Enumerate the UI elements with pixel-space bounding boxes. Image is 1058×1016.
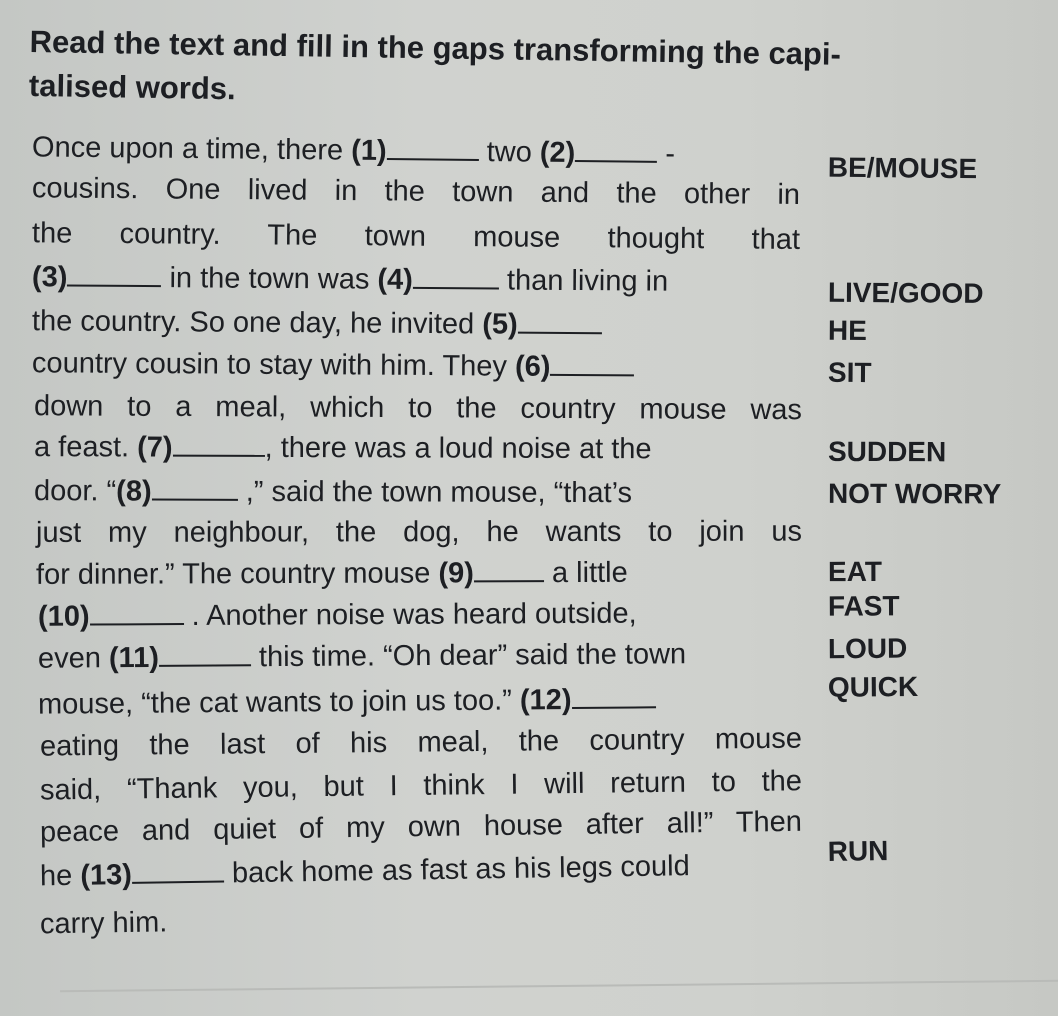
story-line-17: peace and quiet of my own house after all!” Then bbox=[39, 805, 803, 849]
instruction-line-2: talised words. bbox=[28, 67, 236, 107]
gap-number-7: (7) bbox=[137, 431, 173, 464]
story-line-19: carry him. bbox=[39, 906, 168, 941]
gap-11[interactable] bbox=[159, 638, 251, 667]
keyword-live-good: LIVE/GOOD bbox=[827, 276, 984, 309]
gap-8[interactable] bbox=[152, 473, 238, 501]
gap-7[interactable] bbox=[173, 429, 265, 457]
story-line-15: eating the last of his meal, the country mouse bbox=[39, 722, 803, 763]
gap-12[interactable] bbox=[571, 680, 655, 709]
story-line-6: country cousin to stay with him. They (6) SIT bbox=[0, 342, 1058, 391]
gap-number-6: (6) bbox=[514, 350, 551, 383]
gap-4[interactable] bbox=[413, 261, 499, 290]
story-line-14: mouse, “the cat wants to join us too.” (12) QUICK bbox=[0, 675, 1058, 726]
gap-9[interactable] bbox=[474, 554, 544, 582]
story-line-5: the country. So one day, he invited (5) HE bbox=[0, 300, 1058, 349]
story-line-13: even (11) this time. “Oh dear” said the town LOUD bbox=[0, 631, 1058, 680]
gap-number-5: (5) bbox=[482, 308, 518, 341]
keyword-fast: FAST bbox=[827, 590, 900, 622]
story-line-10: just my neighbour, the dog, he wants to join us bbox=[35, 515, 803, 549]
keyword-he: HE bbox=[827, 314, 867, 347]
keyword-not-worry: NOT WORRY bbox=[827, 477, 1002, 510]
keyword-run: RUN bbox=[827, 835, 889, 867]
story-line-9: door. “(8) ,” said the town mouse, “that’s NOT WORRY bbox=[0, 470, 1058, 516]
gap-number-1: (1) bbox=[351, 134, 387, 168]
keyword-sudden: SUDDEN bbox=[827, 435, 947, 468]
story-line-2: cousins. One lived in the town and the other in bbox=[31, 172, 801, 211]
gap-6[interactable] bbox=[550, 348, 634, 377]
gap-number-3: (3) bbox=[31, 261, 68, 294]
gap-10[interactable] bbox=[89, 597, 183, 625]
gap-number-10: (10) bbox=[37, 600, 90, 633]
story-line-4: (3) in the town was (4) than living in LIVE/GOOD bbox=[0, 256, 1058, 305]
gap-13[interactable] bbox=[132, 854, 224, 883]
keyword-loud: LOUD bbox=[827, 632, 908, 665]
story-line-11: for dinner.” The country mouse (9) a little EAT bbox=[0, 550, 1058, 596]
page-divider bbox=[60, 980, 1058, 992]
keyword-sit: SIT bbox=[827, 356, 872, 389]
gap-2[interactable] bbox=[575, 134, 657, 163]
gap-number-13: (13) bbox=[80, 858, 133, 892]
keyword-quick: QUICK bbox=[827, 670, 919, 703]
story-line-16: said, “Thank you, but I think I will return to the bbox=[39, 765, 803, 807]
gap-1[interactable] bbox=[387, 132, 479, 161]
gap-3[interactable] bbox=[67, 258, 161, 287]
gap-number-4: (4) bbox=[377, 263, 414, 296]
keyword-be-mouse: BE/MOUSE bbox=[827, 151, 978, 185]
gap-number-8: (8) bbox=[116, 475, 152, 508]
story-line-12: (10) . Another noise was heard outside, FAST bbox=[0, 590, 1058, 638]
keyword-eat: EAT bbox=[827, 555, 882, 588]
gap-5[interactable] bbox=[518, 306, 602, 335]
story-line-18: he (13) back home as fast as his legs could RUN bbox=[0, 839, 1058, 898]
gap-number-9: (9) bbox=[438, 557, 474, 590]
instruction-line-1: Read the text and fill in the gaps transforming the capi- bbox=[29, 23, 842, 72]
story-line-8: a feast. (7) , there was a loud noise at the SUDDEN bbox=[0, 426, 1058, 472]
story-line-7: down to a meal, which to the country mouse was bbox=[33, 390, 803, 427]
gap-number-12: (12) bbox=[519, 684, 572, 717]
instruction-heading bbox=[29, 20, 1040, 124]
gap-number-11: (11) bbox=[108, 641, 160, 675]
gap-number-2: (2) bbox=[539, 136, 576, 170]
story-line-1: Once upon a time, there (1) two (2) - BE/MOUSE bbox=[0, 126, 1058, 179]
story-line-3: the country. The town mouse thought that bbox=[31, 217, 801, 256]
